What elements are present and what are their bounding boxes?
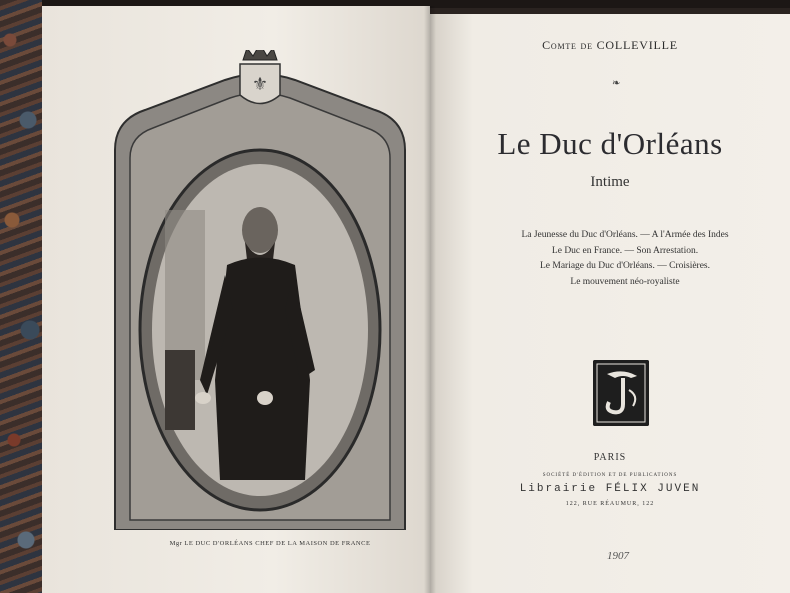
contents-line: Le Mariage du Duc d'Orléans. — Croisières.: [539, 261, 711, 271]
contents-line: Le Duc en France. — Son Arrestation.: [551, 245, 699, 256]
marbled-endpaper: [0, 0, 42, 593]
contents-line: La Jeunesse du Duc d'Orléans. — A l'Armée des Indes: [521, 230, 729, 240]
portrait-caption: Mgr LE DUC D'ORLÉANS CHEF DE LA MAISON DE FRANCE: [169, 540, 371, 547]
crown-icon: [243, 50, 277, 60]
contents-line: Le mouvement néo-royaliste: [570, 276, 680, 287]
publisher-house: Librairie FÉLIX JUVEN: [519, 483, 701, 495]
publisher-society: SOCIÉTÉ D'ÉDITION ET DE PUBLICATIONS: [542, 473, 678, 478]
ornament-icon: ❧: [612, 78, 621, 89]
book-subtitle: Intime: [590, 174, 630, 190]
svg-text:⚜: ⚜: [251, 74, 269, 95]
publisher-city: PARIS: [593, 452, 627, 463]
monogram-icon: [593, 360, 649, 426]
contents-list: [460, 228, 790, 290]
handwritten-date: 1907: [607, 550, 629, 562]
publisher-address: 122, RUE RÉAUMUR, 122: [565, 501, 655, 507]
book-title: Le Duc d'Orléans: [497, 126, 723, 161]
author-name: Comte de COLLEVILLE: [542, 38, 678, 52]
frontispiece-portrait: [105, 50, 415, 530]
publisher-block: [430, 452, 790, 507]
